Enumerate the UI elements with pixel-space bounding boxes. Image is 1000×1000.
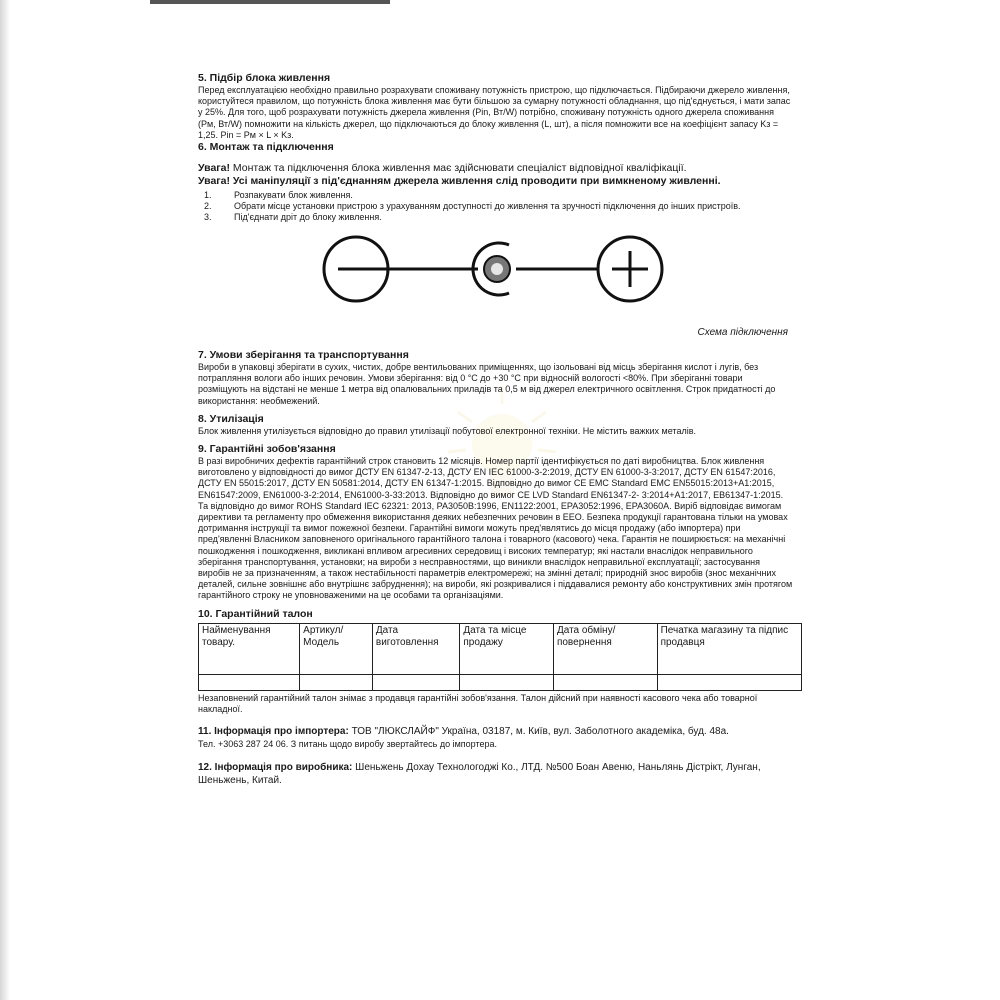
warning-1-text: Монтаж та підключення блока живлення має здійснювати спеціаліст відповідної кваліфікації. bbox=[230, 162, 687, 175]
importer-company: ТОВ "ЛЮКСЛАЙФ" Україна, 03187, м. Київ, вул. Заболотного академіка, буд. 48а. bbox=[348, 726, 729, 738]
column-header-stamp: Печатка магазину та підпис продавця bbox=[657, 623, 801, 674]
section-9-title: 9. Гарантійні зобов'язання bbox=[198, 443, 336, 456]
column-header-model: Артикул/Модель bbox=[300, 623, 373, 674]
section-6 bbox=[198, 141, 794, 343]
scan-shadow-left bbox=[0, 0, 10, 1000]
warning-1-label: Увага! bbox=[198, 162, 230, 175]
section-7 bbox=[198, 349, 794, 407]
manufacturer-info: Шеньжень Дохау Технологоджі Ко., ЛТД. №500 Боан Авеню, Наньлянь Дістрікт, Лунган, Шеньжень, Китай. bbox=[198, 762, 761, 787]
install-step bbox=[198, 190, 794, 201]
section-7-title: 7. Умови зберігання та транспортування bbox=[198, 349, 409, 362]
warning-2: Увага! Усі маніпуляції з під'єднанням джерела живлення слід проводити при вимкненому живленні. bbox=[198, 175, 721, 188]
step-number: 3. bbox=[204, 212, 212, 223]
diagram-caption: Схема підключення bbox=[697, 327, 788, 339]
section-12 bbox=[198, 761, 794, 787]
column-header-product: Найменування товару. bbox=[199, 623, 300, 674]
section-8-body: Блок живлення утилізується відповідно до правил утилізації побутової електронної техніки. Не містить важких металів. bbox=[198, 425, 696, 436]
plus-terminal-icon bbox=[598, 237, 662, 301]
section-9-body: В разі виробничих дефектів гарантійний строк становить 12 місяців. Номер партії ідентифікується по даті виробництва. Блок живлення виготовлено у відповідності до вимог ДСТУ EN 61347-2-13, ДСТУ EN IEC 61000-3-2:2019, ДСТУ EN 61000-3-3:2017, ДСТУ EN 61547:2016, ДСТУ EN 55015:2017, ДСТУ EN 50581:2014, ДСТУ EN 61347-1:2015. Відповідно до вимог CE EMC Standard EMC EN55015:2013+A1:2015, EN61547:2009, EN61000-3-2:2014, EN61000-3-33:2013. Відповідно до вимог CE LVD Standard EN61347-2- 3:2014+A1:2017, EB61347-1:2015. Та відповідно до вимог ROHS Standard IEC 62321: 2013, PA3050B:1996, EN1122:2001, EPA3052:1996, EPA3060A. Виріб відповідає вимогам директиви та регламенту про обмеження використання деяких небезпечних речовин в ЕЕО. Безпека продукції гарантована тільки на умовах дотримання інструкції та вимог пожежної безпеки. Гарантійні вимоги можуть пред'являтись до місця продажу (або імпортера) при пред'явленні Власником заповненого оригінального гарантійного талона і товарного (касового) чека. Гарантія не поширюється: на механічні пошкодження і пошкодження, викликані впливом агресивних середовищ і високих температур; які настали внаслідок неправильного зберігання транспортування, установки; на вироби з несправностями, що виникли внаслідок неправильної експлуатації; застосування виробів не за призначенням, а також нестабільності параметрів електромережі; на змінні деталі; природній знос виробів (знос механічних деталей, сильне зовнішнє або внутрішнє забруднення); на вироби, які розкривалися і піддавалися ремонту або конструктивних змін протягом гарантійного строку не уповноваженими на це особами та організаціями. bbox=[198, 456, 793, 601]
section-5 bbox=[198, 72, 794, 141]
table-cell bbox=[460, 674, 554, 690]
table-row bbox=[199, 674, 802, 690]
install-steps bbox=[198, 190, 794, 223]
importer-line bbox=[198, 725, 794, 738]
section-6-title: 6. Монтаж та підключення bbox=[198, 141, 334, 154]
table-cell bbox=[372, 674, 459, 690]
connection-diagram-svg bbox=[198, 225, 794, 325]
column-header-exchange-date: Дата обміну/повернення bbox=[553, 623, 657, 674]
table-cell bbox=[300, 674, 373, 690]
section-5-body: Перед експлуатацією необхідно правильно розрахувати споживану потужність пристрою, що підключається. Підбираючи джерело живлення, користуйтеся правилом, що потужність блока живлення має бути більшою за сумарну потужності обладнання, що під'єднується, і мати запас у 25%. Для того, щоб розрахувати потужність джерела живлення (Pin, Вт/W) потрібно, споживану потужність одного джерела споживання (Pм, Вт/W) помножити на кількість джерел, що підключаються до блоку живлення (L, шт), а після помножити все на коефіцієнт запасу Kз = 1,25. Pin = Pм × L × Kз. bbox=[198, 85, 791, 140]
install-step bbox=[198, 201, 794, 212]
document-page bbox=[198, 72, 794, 952]
column-header-manufacture-date: Дата виготовлення bbox=[372, 623, 459, 674]
section-11 bbox=[198, 725, 794, 751]
table-header-row bbox=[199, 623, 802, 674]
section-7-body: Вироби в упаковці зберігати в сухих, чистих, добре вентильованих приміщеннях, що ізольовані від місць зберігання кислот і лугів, без потрапляння вологи або інших речовин. Умови зберігання: від 0 °C до +30 °C при відносній вологості <80%. При зберіганні товари розміщують на відстані не менше 1 метра від опалювальних приладів та 0,5 м від джерел електричного освітлення. Строк придатності до використання: необмежений. bbox=[198, 362, 776, 406]
step-number: 1. bbox=[204, 190, 212, 201]
warranty-card-table bbox=[198, 623, 802, 691]
connection-diagram bbox=[198, 225, 794, 343]
step-text: Під'єднати дріт до блоку живлення. bbox=[234, 212, 382, 223]
table-cell bbox=[199, 674, 300, 690]
section-5-title: 5. Підбір блока живлення bbox=[198, 72, 331, 84]
column-header-sale-date: Дата та місце продажу bbox=[460, 623, 554, 674]
warranty-card-note: Незаповнений гарантійний талон знімає з продавця гарантійні зобов'язання. Талон дійсний при наявності касового чека або товарної накладної. bbox=[198, 692, 758, 714]
step-number: 2. bbox=[204, 201, 212, 212]
step-text: Обрати місце установки пристрою з урахуванням доступності до живлення та зручності підключення до інших пристроїв. bbox=[234, 201, 741, 212]
section-8 bbox=[198, 413, 794, 437]
table-cell bbox=[553, 674, 657, 690]
power-supply-icon bbox=[473, 243, 510, 295]
step-text: Розпакувати блок живлення. bbox=[234, 190, 353, 201]
section-10 bbox=[198, 608, 794, 715]
scan-edge-top bbox=[150, 0, 390, 4]
importer-contact: Тел. +3063 287 24 06. З питань щодо виробу звертайтесь до імпортера. bbox=[198, 739, 497, 750]
section-9 bbox=[198, 443, 794, 602]
table-cell bbox=[657, 674, 801, 690]
warning-1 bbox=[198, 162, 794, 175]
section-10-title: 10. Гарантійний талон bbox=[198, 607, 313, 620]
install-step bbox=[198, 212, 794, 223]
section-11-title: 11. Інформація про імпортера: bbox=[198, 726, 349, 738]
section-12-title: 12. Інформація про виробника: bbox=[198, 762, 353, 774]
section-8-title: 8. Утилізація bbox=[198, 412, 264, 425]
manufacturer-line bbox=[198, 761, 794, 787]
